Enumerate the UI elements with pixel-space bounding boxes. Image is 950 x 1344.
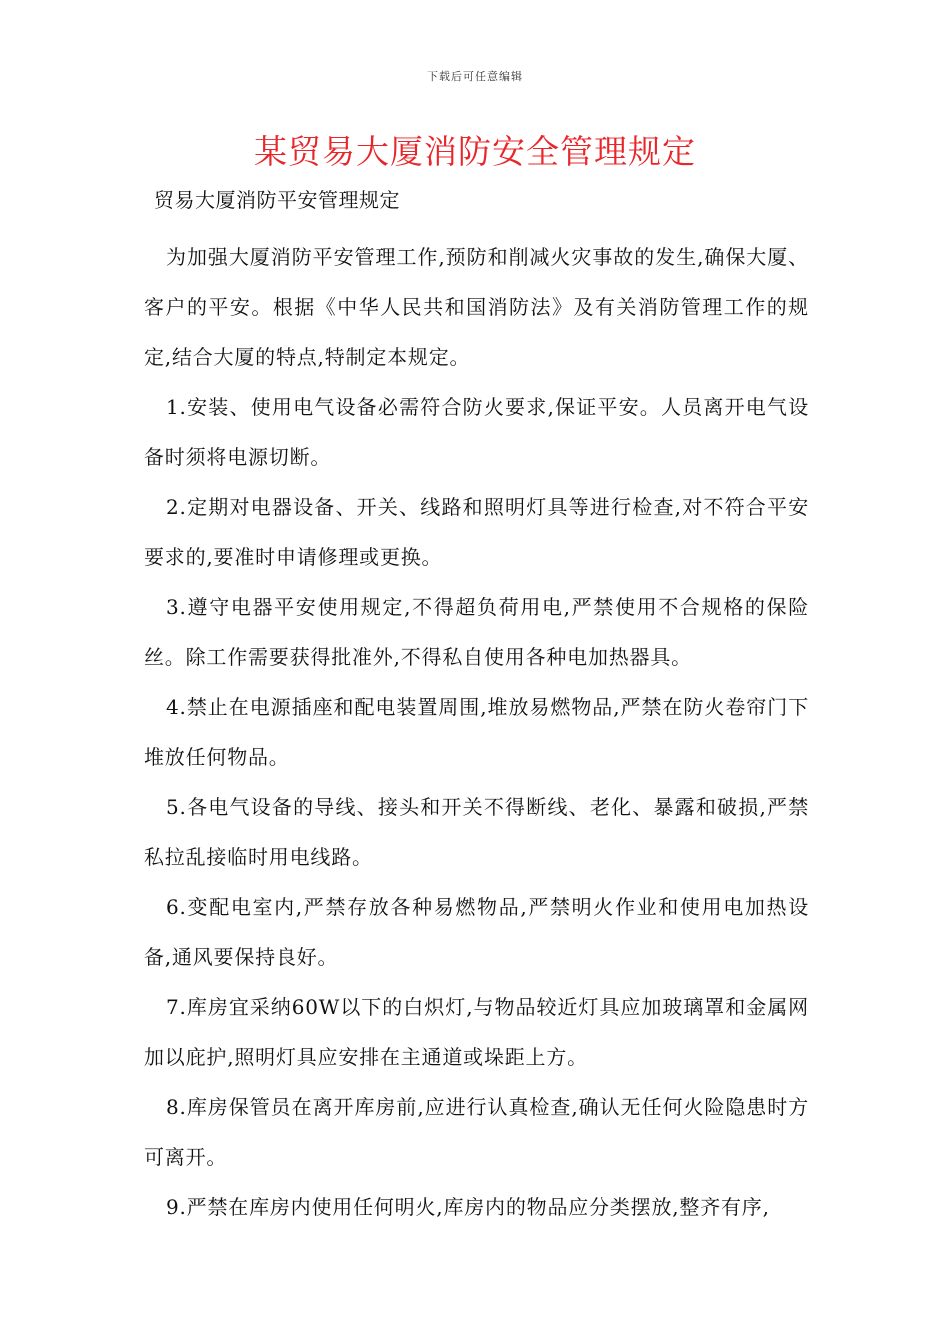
rule-1: 1.安装、使用电气设备必需符合防火要求,保证平安。人员离开电气设备时须将电源切断。 bbox=[144, 395, 809, 469]
document-title: 某贸易大厦消防安全管理规定 bbox=[254, 132, 696, 171]
document-subtitle: 贸易大厦消防平安管理规定 bbox=[154, 188, 400, 212]
document-body bbox=[144, 182, 809, 1232]
rule-3: 3.遵守电器平安使用规定,不得超负荷用电,严禁使用不合规格的保险丝。除工作需要获得批准外,不得私自使用各种电加热器具。 bbox=[144, 595, 809, 669]
rule-9: 9.严禁在库房内使用任何明火,库房内的物品应分类摆放,整齐有序, bbox=[166, 1195, 770, 1219]
header-note: 下载后可任意编辑 bbox=[427, 70, 523, 83]
rule-2: 2.定期对电器设备、开关、线路和照明灯具等进行检查,对不符合平安要求的,要准时申请修理或更换。 bbox=[144, 495, 809, 569]
rule-5: 5.各电气设备的导线、接头和开关不得断线、老化、暴露和破损,严禁私拉乱接临时用电线路。 bbox=[144, 795, 809, 869]
rule-4: 4.禁止在电源插座和配电装置周围,堆放易燃物品,严禁在防火卷帘门下堆放任何物品。 bbox=[144, 695, 809, 769]
rule-7: 7.库房宜采纳60W以下的白炽灯,与物品较近灯具应加玻璃罩和金属网加以庇护,照明灯具应安排在主通道或垛距上方。 bbox=[144, 995, 809, 1069]
rule-6: 6.变配电室内,严禁存放各种易燃物品,严禁明火作业和使用电加热设备,通风要保持良好。 bbox=[144, 895, 809, 969]
intro-paragraph: 为加强大厦消防平安管理工作,预防和削减火灾事故的发生,确保大厦、客户的平安。根据《中华人民共和国消防法》及有关消防管理工作的规定,结合大厦的特点,特制定本规定。 bbox=[144, 245, 809, 369]
rule-8: 8.库房保管员在离开库房前,应进行认真检查,确认无任何火险隐患时方可离开。 bbox=[144, 1095, 809, 1169]
